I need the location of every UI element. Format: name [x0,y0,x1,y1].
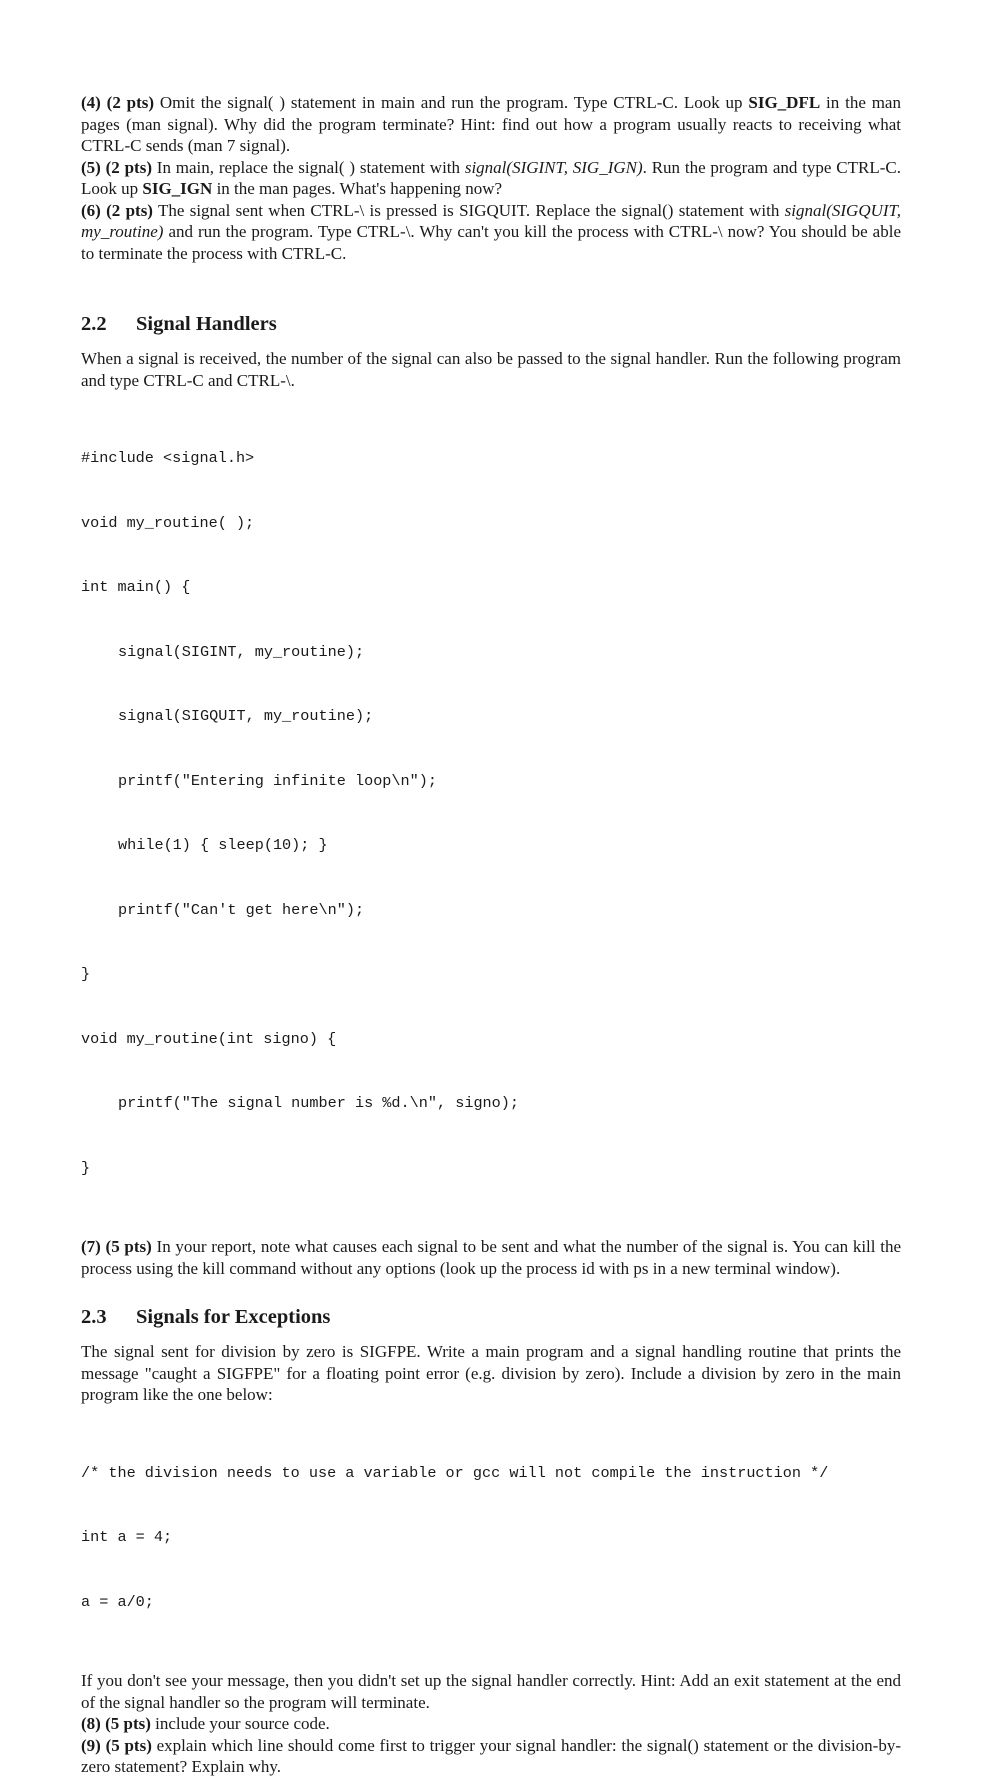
code-line: printf("Can't get here\n"); [118,900,365,919]
q8-text: include your source code. [150,1714,330,1733]
question-5 [81,157,901,200]
q5-label: (5) (2 pts) [81,157,152,177]
code-line: signal(SIGQUIT, my_routine); [118,707,374,725]
question-4 [81,92,901,157]
code-block-division [81,1420,901,1657]
section-title: Signals for Exceptions [136,1306,331,1328]
q9-text: explain which line should come first to trigger your signal handler: the signal() statement or the division-by-zero statement? Explain why. [81,1735,901,1776]
code-line: printf("The signal number is %d.\n", signo); [118,1094,520,1112]
sig-ign-term: SIG_IGN [142,179,213,198]
q8-label: (8) (5 pts) [81,1714,151,1733]
code-line: void my_routine( ); [81,513,255,532]
signal-ign-call: signal(SIGINT, SIG_IGN) [464,157,643,177]
question-7 [81,1236,901,1279]
q7-label: (7) (5 pts) [81,1237,152,1256]
q6-label: (6) (2 pts) [81,200,153,220]
question-6 [81,200,901,265]
section-2-3-after: If you don't see your message, then you didn't set up the signal handler correctly. Hint: Add an exit statement at the end of the signal handler so the program will terminate. [81,1671,901,1712]
question-8 [81,1713,901,1735]
q4-label: (4) (2 pts) [81,93,155,112]
code-block-signal-handlers [81,405,901,1222]
code-line: a = a/0; [81,1592,154,1611]
section-number: 2.3 [81,1306,107,1328]
q6-text: The signal sent when CTRL-\ is pressed is SIGQUIT. Replace the signal() statement with [152,200,785,220]
code-line: printf("Entering infinite loop\n"); [118,771,437,790]
section-2-3-heading [81,1305,901,1329]
q5-text-2: . Run the program and type CTRL-C. Look up [81,157,901,198]
q4-text: Omit the signal( ) statement in main and run the program. Type CTRL-C. Look up [154,93,749,112]
q5-text: In main, replace the signal( ) statement with [152,157,465,177]
signal-sigquit-call: signal(SIGQUIT, my_routine) [81,200,901,241]
q6-text-2: and run the program. Type CTRL-\. Why can't you kill the process with CTRL-\ now? You should be able to terminate the process with CTRL-C. [81,222,901,263]
q7-text: In your report, note what causes each signal to be sent and what the number of the signal is. You can kill the process using the kill command without any options (look up the process id with ps in a new terminal window). [81,1237,901,1278]
section-2-3-intro: The signal sent for division by zero is SIGFPE. Write a main program and a signal handling routine that prints the message "caught a SIGFPE" for a floating point error (e.g. division by zero). Include a division by zero in the main program like the one below: [81,1342,901,1404]
question-9 [81,1735,901,1778]
code-line: } [81,965,91,983]
code-line: } [81,1158,91,1177]
code-line: void my_routine(int signo) { [81,1029,337,1048]
section-2-2-intro: When a signal is received, the number of the signal can also be passed to the signal handler. Run the following program and type CTRL-C and CTRL-\. [81,349,901,390]
code-line: int main() { [81,578,191,596]
section-2-2-heading [81,312,901,336]
code-line: int a = 4; [81,1528,173,1546]
code-line: while(1) { sleep(10); } [118,836,328,854]
document-page [81,92,901,1778]
section-number: 2.2 [81,313,107,335]
q9-label: (9) (5 pts) [81,1735,152,1755]
q5-text-3: in the man pages. What's happening now? [212,179,503,198]
section-title: Signal Handlers [136,313,277,335]
q4-text-2: in the man pages (man signal). Why did the program terminate? Hint: find out how a program usually reacts to receiving what CTRL-C sends (man 7 signal). [81,93,901,155]
code-line: /* the division needs to use a variable or gcc will not compile the instruction */ [81,1463,829,1482]
sig-dfl-term: SIG_DFL [748,93,821,112]
code-line: #include <signal.h> [81,449,255,467]
code-line: signal(SIGINT, my_routine); [118,642,365,661]
